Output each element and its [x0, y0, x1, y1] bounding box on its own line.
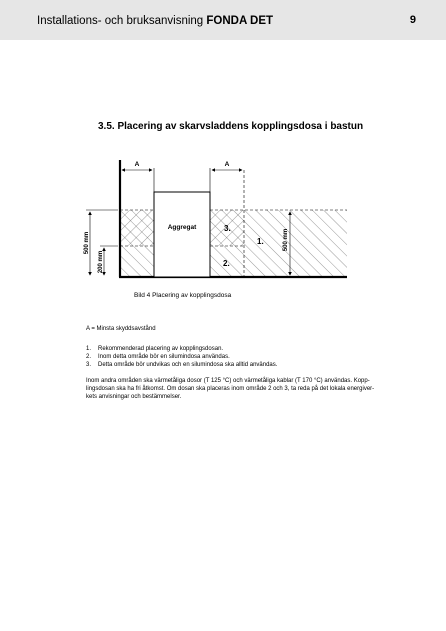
label-right-500: 500 mm	[283, 228, 289, 252]
label-left-200: 200 mm	[98, 250, 104, 274]
zone-list	[86, 345, 277, 369]
list-item: 1. Rekommenderad placering av kopplingsdosan.	[86, 346, 224, 352]
body-paragraph	[86, 377, 386, 401]
page-number: 9	[409, 14, 416, 26]
paragraph-line: Inom andra områden ska värmetåliga dosor (T 125 °C) och värmetåliga kablar (T 170 °C) användas. Kopp-	[86, 378, 370, 384]
heater-box	[154, 192, 210, 277]
section-heading: 3.5. Placering av skarvsladdens kopplingsdosa i bastun	[98, 121, 364, 132]
zone-3-label: 3.	[224, 224, 231, 233]
list-item: 2. Inom detta område bör en silumindosa användas.	[86, 354, 230, 360]
product-name: FONDA DET	[206, 15, 274, 27]
document-title-prefix: Installations- och bruksanvisning	[37, 15, 204, 27]
heater-label: Aggregat	[167, 224, 197, 231]
label-a-left: A	[134, 161, 140, 168]
list-item: 3. Detta område bör undvikas och en silumindosa ska alltid användas.	[86, 362, 278, 368]
zone-1-label: 1.	[257, 237, 264, 246]
figure-caption: Bild 4 Placering av kopplingsdosa	[134, 292, 232, 299]
label-a-right: A	[224, 161, 230, 168]
paragraph-line: kets anvisningar och bestämmelser.	[86, 394, 182, 400]
label-left-500: 500 mm	[84, 231, 90, 255]
legend-a: A = Minsta skyddsavstånd	[86, 326, 156, 332]
zone-2-label: 2.	[223, 259, 230, 268]
paragraph-line: lingsdosan ska ha fri åtkomst. Om dosan ska placeras inom område 2 och 3, ta reda på det lokala energiver-	[86, 386, 375, 392]
